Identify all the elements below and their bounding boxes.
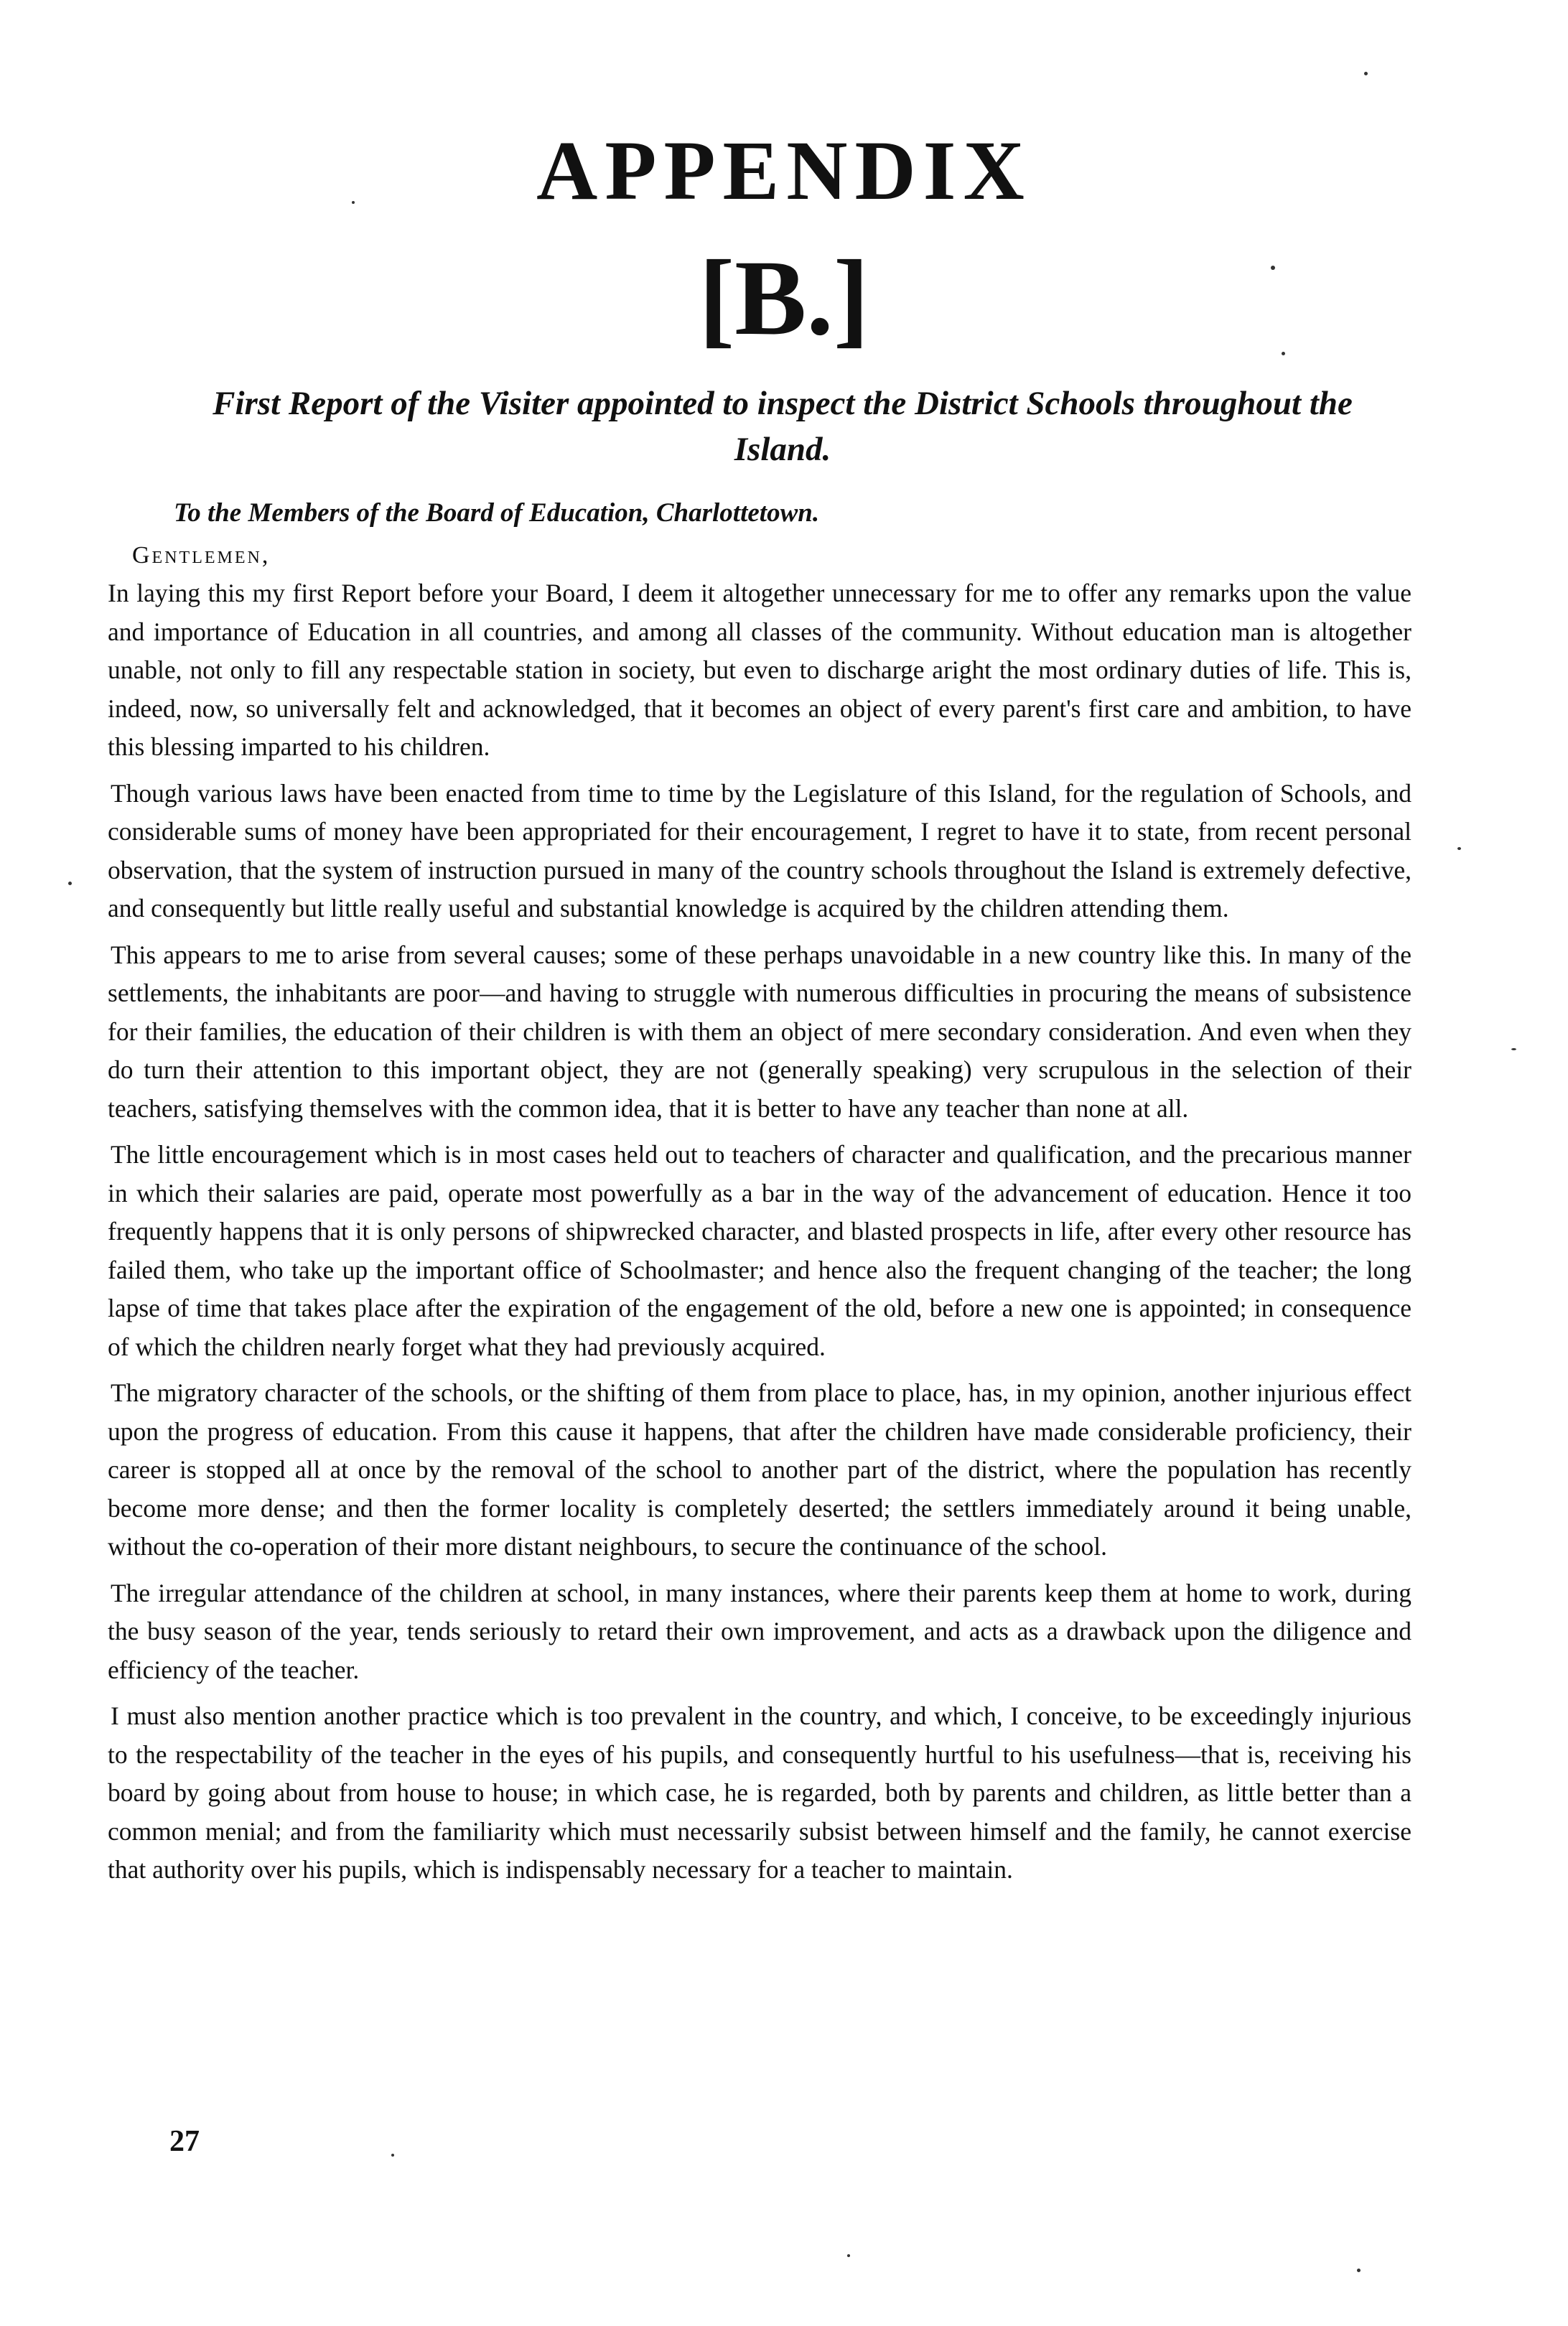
paragraph: This appears to me to arise from several causes; some of these perhaps unavoidable in a new country like this. In many of the settlements, the inhabitants are poor—and having to struggle with numerous difficulties in procuring the means of subsistence for their families, the education of their children is with them an object of mere secondary consideration. And even when they do turn their attention to this important object, they are not (generally speaking) very scrupulous in the selection of their teachers, satisfying themselves with the common idea, that it is better to have any teacher than none at all. xyxy=(108,940,1411,1123)
scan-speck xyxy=(352,201,355,204)
paragraph: The irregular attendance of the children at school, in many instances, where their parents keep them at home to work, during the busy season of the year, tends seriously to retard their own improvement, and acts as a drawback upon the diligence and efficiency of the teacher. xyxy=(108,1578,1411,1684)
paragraph: The migratory character of the schools, or the shifting of them from place to place, has, in my opinion, another injurious effect upon the progress of education. From this cause it happens, that after the children have made considerable proficiency, their career is stopped all at once by the removal of the school to another part of the district, where the population has recently become more dense; and then the former locality is completely deserted; the settlers immediately around it being unable, without the co-operation of their more distant neighbours, to secure the continuance of the school. xyxy=(108,1378,1411,1561)
addressee-line: To the Members of the Board of Education, Charlottetown. xyxy=(174,498,820,528)
appendix-title: APPENDIX xyxy=(536,123,1032,218)
paragraph: The little encouragement which is in most cases held out to teachers of character and qualification, and the precarious manner in which their salaries are paid, operate most powerfully as a bar in the way of the advancement of education. Hence it too frequently happens that it is only persons of shipwrecked character, and blasted prospects in life, after every other resource has failed them, who take up the important office of Schoolmaster; and hence also the frequent changing of the teacher; the long lapse of time that takes place after the expiration of the engagement of the old, before a new one is appointed; in consequence of which the children nearly forget what they had previously acquired. xyxy=(108,1140,1411,1361)
paragraph: Though various laws have been enacted from time to time by the Legislature of this Island, for the regulation of Schools, and considerable sums of money have been appropriated for their encouragement, I regret to have it to state, from recent personal observation, that the system of instruction pursued in many of the country schools throughout the Island is extremely defective, and consequently but little really useful and substantial knowledge is acquired by the children attending them. xyxy=(108,778,1411,923)
scan-speck xyxy=(1271,266,1275,270)
scan-speck xyxy=(1511,1048,1516,1050)
scan-speck xyxy=(1282,352,1285,355)
scan-speck xyxy=(1364,72,1368,75)
paragraph: I must also mention another practice which is too prevalent in the country, and which, I conceive, to be exceedingly injurious to the respectability of the teacher in the eyes of his pupils, and consequently hurtful to his usefulness—that is, receiving his board by going about from house to house; in which case, he is regarded, both by parents and children, as little better than a common menial; and from the familiarity which must necessarily subsist between himself and the family, he cannot exercise that authority over his pupils, which is indispensably necessary for a teacher to maintain. xyxy=(108,1701,1411,1884)
report-body xyxy=(108,574,1411,1897)
scan-speck xyxy=(391,2154,394,2157)
section-label: [B.] xyxy=(699,238,869,358)
greeting-line: Gentlemen, xyxy=(132,542,271,569)
page-number: 27 xyxy=(169,2125,200,2158)
report-subtitle: First Report of the Visiter appointed to inspect the District Schools throughout the Island. xyxy=(213,385,1353,468)
paragraph: In laying this my first Report before your Board, I deem it altogether unnecessary for me to offer any remarks upon the value and importance of Education in all countries, and among all classes of the community. Without education man is altogether unable, not only to fill any respectable station in society, but even to discharge aright the most ordinary duties of life. This is, indeed, now, so universally felt and acknowledged, that it becomes an object of every parent's first care and ambition, to have this blessing imparted to his children. xyxy=(108,579,1411,761)
scan-speck xyxy=(847,2254,850,2257)
scan-speck xyxy=(68,882,72,885)
scan-speck xyxy=(1457,847,1461,850)
scan-speck xyxy=(1357,2269,1361,2272)
